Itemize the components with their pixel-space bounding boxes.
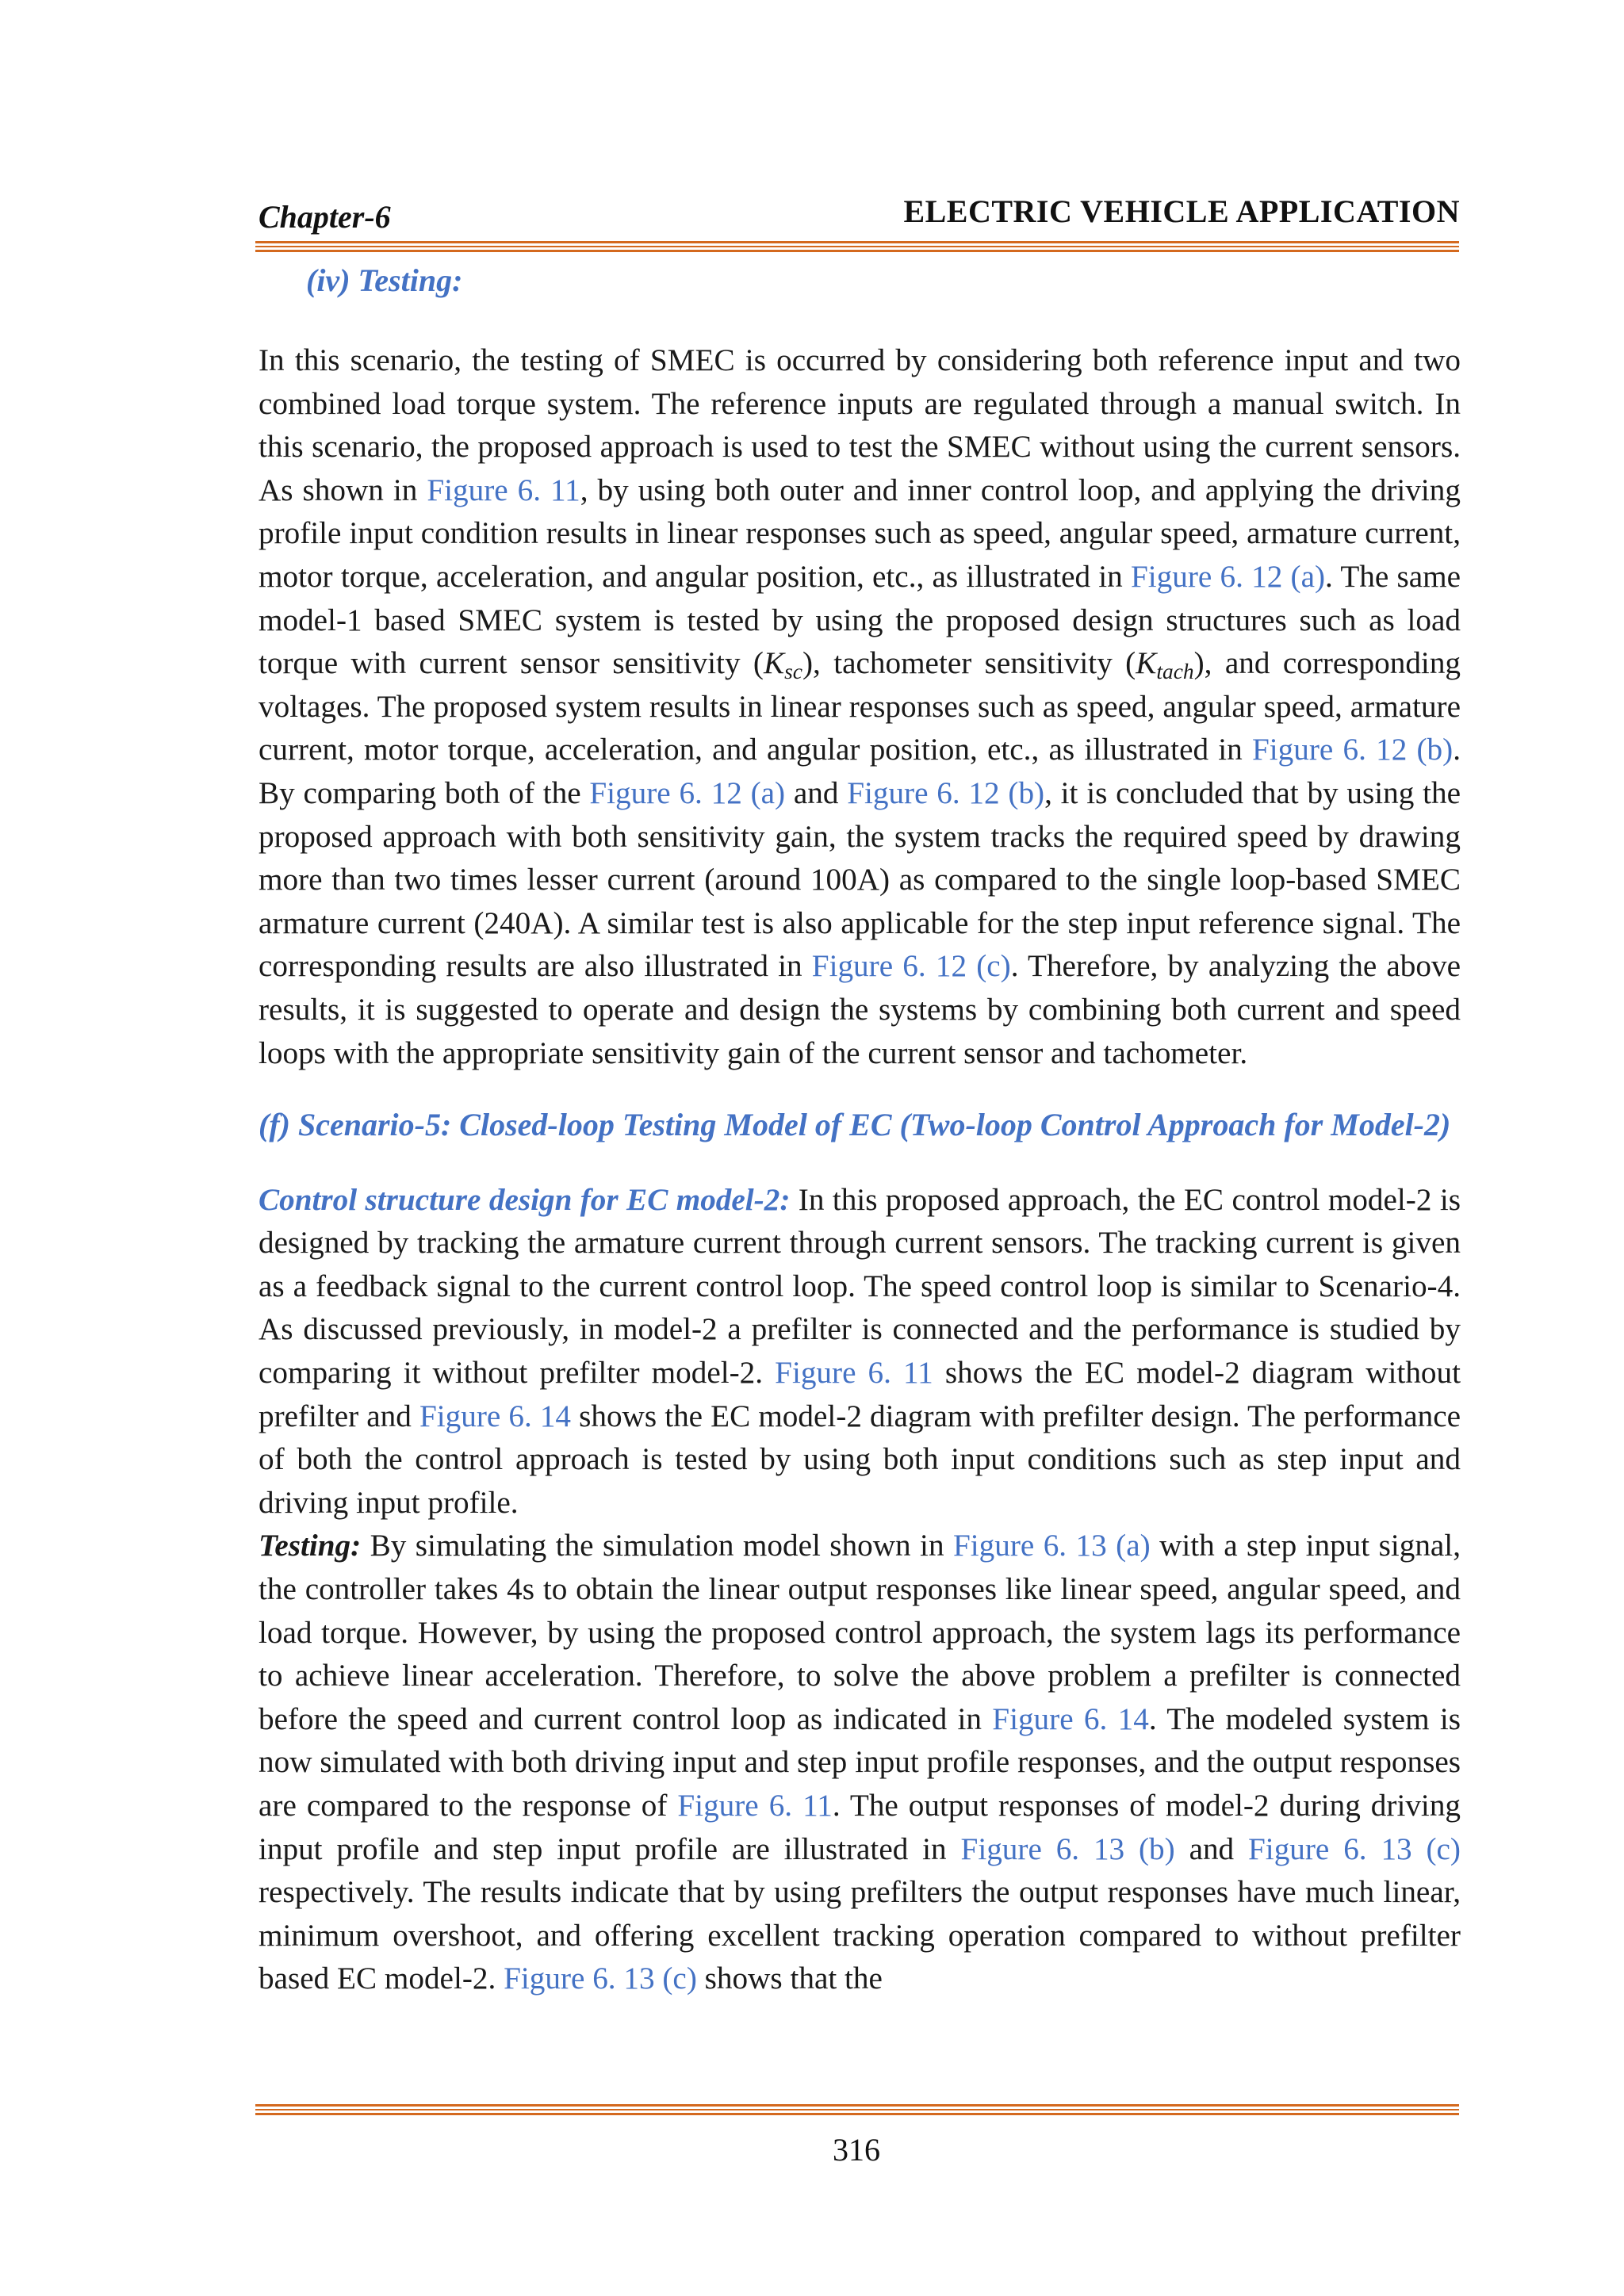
paragraph-testing-iv: In this scenario, the testing of SMEC is occurred by considering both reference input and two combined load torque system. The reference inputs are regulated through a manual switch. In this scenario, the proposed approach is used to test the SMEC without using the current sensors. As shown in Figure 6. 11, by using both outer and inner control loop, and applying the driving profile input condition results in linear responses such as speed, angular speed, armature current, motor torque, acceleration, and angular position, etc., as illustrated in Figure 6. 12 (a). The same model-1 based SMEC system is tested by using the proposed design structures such as load torque with current sensor sensitivity $(K_{sc})$, tachometer sensitivity $(K_{tach})$, and corresponding voltages. The proposed system results in linear responses such as speed, angular speed, armature current, motor torque, acceleration, and angular position, etc., as illustrated in Figure 6. 12 (b). By comparing both of the Figure 6. 12 (a) and Figure 6. 12 (b), it is concluded that by using the proposed approach with both sensitivity gain, the system tracks the required speed by drawing more than two times lesser current (around 100A) as compared to the single loop-based SMEC armature current (240A). A similar test is also applicable for the step input reference signal. The corresponding results are also illustrated in Figure 6. 12 (c). Therefore, by analyzing the above results, it is suggested to operate and design the systems by combining both current and speed loops with the appropriate sensitivity gain of the current sensor and tachometer. (259, 343, 1461, 1070)
footer-rule (255, 2104, 1459, 2118)
chapter-label: Chapter-6 (259, 199, 391, 235)
figure-link[interactable]: Figure 6. 13 (a) (952, 1529, 1151, 1563)
figure-link[interactable]: Figure 6. 14 (992, 1701, 1149, 1736)
figure-link[interactable]: Figure 6. 12 (c) (811, 949, 1011, 984)
figure-link[interactable]: Figure 6. 12 (b) (847, 775, 1045, 810)
figure-link[interactable]: Figure 6. 12 (a) (1131, 559, 1326, 594)
figure-link[interactable]: Figure 6. 13 (b) (960, 1831, 1175, 1866)
symbol-k-sc: $K_{sc}$ (763, 646, 802, 684)
paragraph-control-structure: Control structure design for EC model-2: In this proposed approach, the EC control model-2 is designed by tracking the armature current through current sensors. The tracking current is given as a feedback signal to the current control loop. The speed control loop is similar to Scenario-4. As discussed previously, in model-2 a prefilter is connected and the performance is studied by comparing it without prefilter model-2. Figure 6. 11 shows the EC model-2 diagram without prefilter and Figure 6. 14 shows the EC model-2 diagram with prefilter design. The performance of both the control approach is tested by using both input conditions such as step input and driving input profile. (259, 1182, 1461, 1520)
figure-link[interactable]: Figure 6. 12 (a) (589, 775, 786, 810)
figure-link[interactable]: Figure 6. 13 (c) (1248, 1831, 1461, 1866)
figure-link[interactable]: Figure 6. 13 (c) (504, 1961, 697, 1996)
header-rule (255, 241, 1459, 254)
chapter-title: ELECTRIC VEHICLE APPLICATION (903, 193, 1460, 229)
figure-link[interactable]: Figure 6. 11 (427, 473, 580, 507)
testing-lead: Testing: (259, 1529, 362, 1563)
paragraph-testing: Testing: By simulating the simulation model shown in Figure 6. 13 (a) with a step input signal, the controller takes 4s to obtain the linear output responses like linear speed, angular speed, and load torque. However, by using the proposed control approach, the system lags its performance to achieve linear acceleration. Therefore, to solve the above problem a prefilter is connected before the speed and current control loop as indicated in Figure 6. 14. The modeled system is now simulated with both driving input and step input profile responses, and the output responses are compared to the response of Figure 6. 11. The output responses of model-2 during driving input profile and step input profile are illustrated in Figure 6. 13 (b) and Figure 6. 13 (c) respectively. The results indicate that by using prefilters the output responses have much linear, minimum overshoot, and offering excellent tracking operation compared to without prefilter based EC model-2. Figure 6. 13 (c) shows that the (259, 1529, 1461, 1996)
page-number: 316 (833, 2132, 880, 2168)
control-structure-lead: Control structure design for EC model-2: (259, 1182, 791, 1217)
figure-link[interactable]: Figure 6. 14 (419, 1399, 572, 1433)
figure-link[interactable]: Figure 6. 11 (677, 1789, 833, 1823)
page-content (259, 262, 1461, 2001)
section-heading-scenario-5: (f) Scenario-5: Closed-loop Testing Model of EC (Two-loop Control Approach for Model-2) (259, 1107, 1451, 1143)
section-heading-testing: (iv) Testing: (306, 262, 463, 298)
figure-link[interactable]: Figure 6. 12 (b) (1251, 733, 1454, 767)
figure-link[interactable]: Figure 6. 11 (775, 1356, 933, 1391)
symbol-k-tach: $K_{tach}$ (1136, 646, 1194, 684)
